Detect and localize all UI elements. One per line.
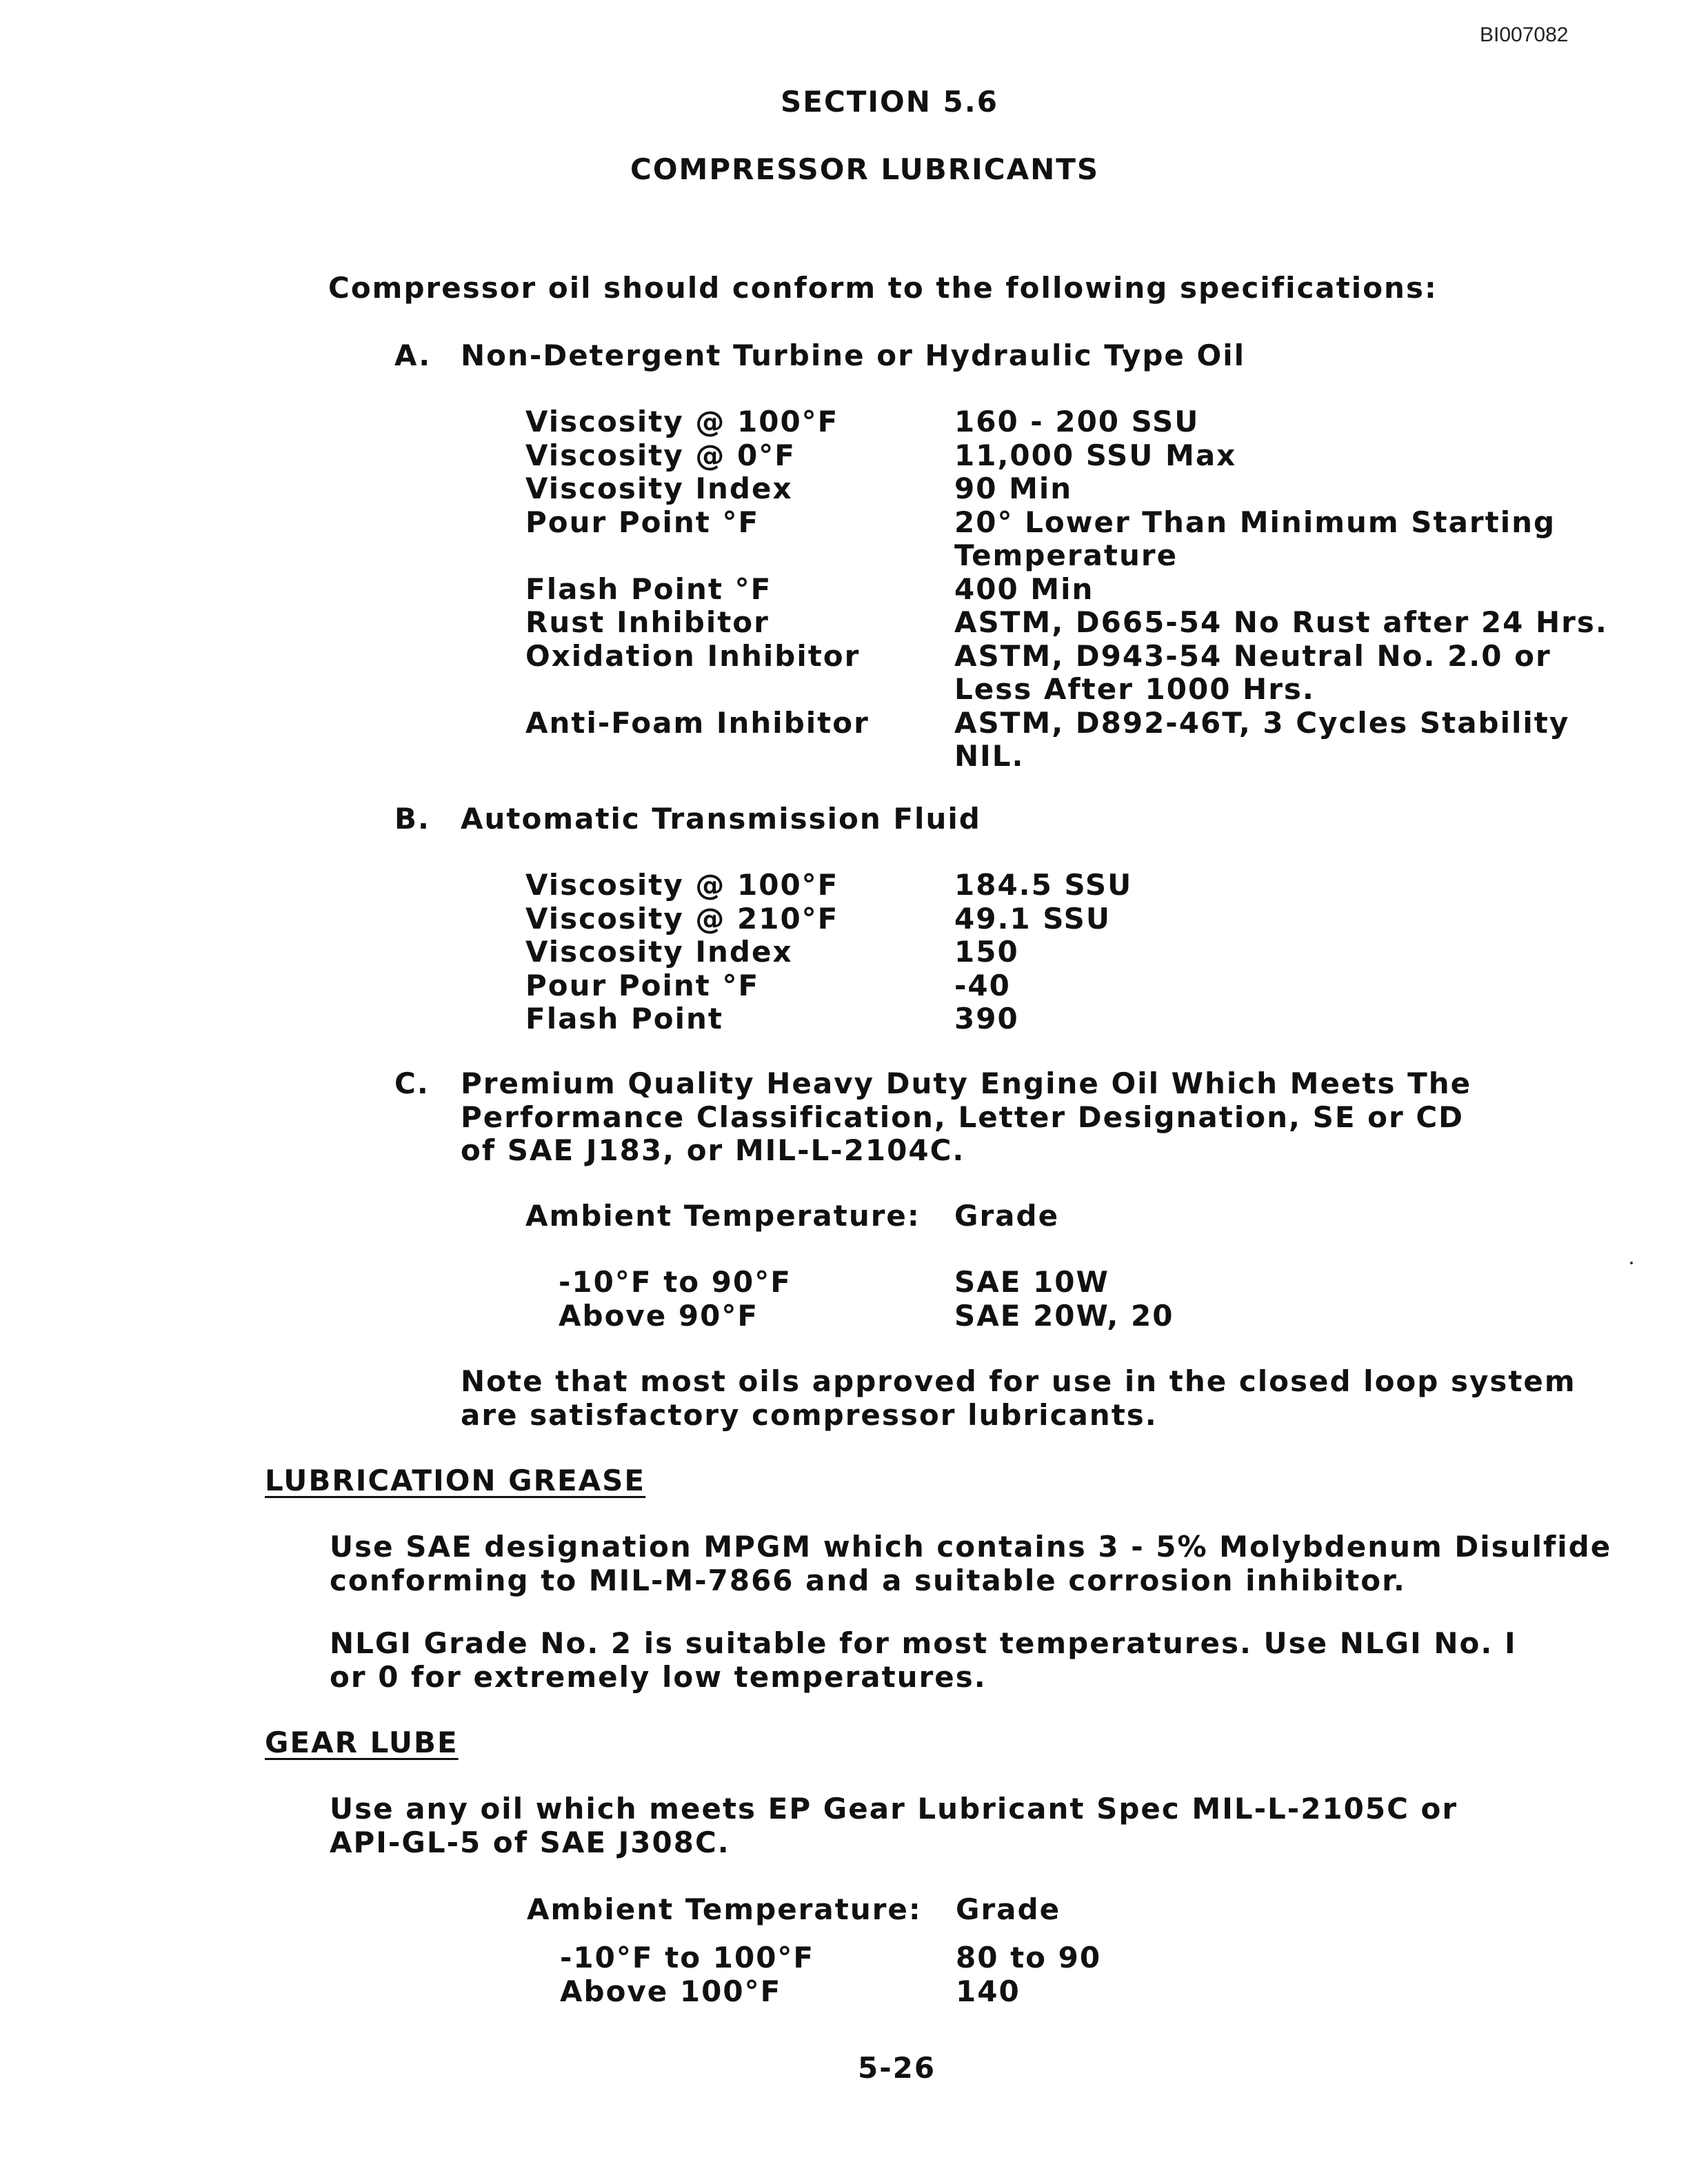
spec-value: 390	[954, 1002, 1019, 1035]
spec-row	[525, 573, 1608, 607]
item-marker-c: C.	[394, 1066, 430, 1100]
grade-header-row	[527, 1893, 1061, 1927]
spec-row	[525, 707, 1608, 774]
spec-value: 90 Min	[954, 472, 1073, 505]
grade-row	[559, 1300, 1174, 1333]
item-marker-b: B.	[394, 802, 430, 836]
spec-value: 400 Min	[954, 572, 1094, 606]
spec-label: Flash Point °F	[525, 572, 772, 606]
spec-value: -40	[954, 968, 1011, 1002]
spec-value: 160 - 200 SSU	[954, 405, 1200, 438]
grade-row	[559, 1266, 1174, 1300]
intro-text: Compressor oil should conform to the following specifications:	[328, 271, 1438, 305]
oil-c-title: Premium Quality Heavy Duty Engine Oil Which Meets The Performance Classification, Letter Designation, SE or CD of SAE J183, or MIL-L-2104C.	[461, 1066, 1472, 1167]
spec-label: Viscosity @ 0°F	[525, 438, 796, 472]
temperature-range: -10°F to 90°F	[559, 1265, 792, 1299]
temperature-range: -10°F to 100°F	[560, 1941, 815, 1974]
spec-value: ASTM, D892-46T, 3 Cycles Stability NIL.	[954, 705, 1570, 773]
gear-paragraph: Use any oil which meets EP Gear Lubricant Spec MIL-L-2105C or API-GL-5 of SAE J308C.	[330, 1792, 1458, 1859]
grade-value: 140	[956, 1974, 1021, 2008]
spec-row	[525, 606, 1608, 640]
spec-label: Pour Point °F	[525, 968, 760, 1002]
spec-label: Viscosity @ 100°F	[525, 868, 839, 902]
spec-row	[525, 640, 1608, 707]
temperature-range: Above 90°F	[559, 1298, 759, 1333]
page-number: 5-26	[858, 2051, 936, 2085]
spec-label: Anti-Foam Inhibitor	[525, 705, 870, 740]
spec-label: Viscosity @ 210°F	[525, 901, 839, 936]
grade-label: Grade	[956, 1892, 1061, 1926]
spec-label: Viscosity @ 100°F	[525, 405, 839, 438]
spec-label: Rust Inhibitor	[525, 605, 770, 639]
spec-value: 20° Lower Than Minimum Starting Temperature	[954, 505, 1556, 572]
document-id: BI007082	[1480, 23, 1569, 46]
spec-value: 11,000 SSU Max	[954, 438, 1237, 472]
grade-value: SAE 20W, 20	[954, 1298, 1174, 1333]
ambient-temperature-label: Ambient Temperature:	[525, 1199, 921, 1233]
spec-row	[525, 506, 1608, 573]
item-marker-a: A.	[394, 338, 432, 372]
section-title: COMPRESSOR LUBRICANTS	[630, 152, 1100, 186]
temperature-range: Above 100°F	[560, 1974, 782, 2008]
oil-b-title: Automatic Transmission Fluid	[461, 802, 981, 836]
grade-row	[560, 1975, 1101, 2009]
gear-lube-heading: GEAR LUBE	[265, 1726, 459, 1759]
section-number: SECTION 5.6	[781, 85, 998, 119]
spec-row	[525, 936, 1132, 969]
spec-row	[525, 969, 1132, 1003]
scan-speck	[1630, 1262, 1633, 1264]
spec-value: 150	[954, 935, 1019, 969]
gear-grade-table	[560, 1941, 1101, 2008]
oil-b-spec-table	[525, 869, 1132, 1036]
spec-row	[525, 902, 1132, 936]
oil-c-grade-table	[559, 1266, 1174, 1333]
lubrication-grease-heading: LUBRICATION GREASE	[265, 1464, 646, 1497]
spec-row	[525, 405, 1608, 439]
spec-row	[525, 869, 1132, 902]
grade-value: 80 to 90	[956, 1941, 1102, 1974]
oil-c-note: Note that most oils approved for use in the closed loop system are satisfactory compressor lubricants.	[461, 1364, 1576, 1432]
spec-value: ASTM, D943-54 Neutral No. 2.0 or Less After 1000 Hrs.	[954, 638, 1551, 706]
spec-row	[525, 1002, 1132, 1036]
oil-c-grade-header	[525, 1200, 1059, 1233]
grade-label: Grade	[954, 1199, 1060, 1233]
spec-label: Viscosity Index	[525, 472, 793, 505]
grade-value: SAE 10W	[954, 1265, 1109, 1299]
spec-value: 184.5 SSU	[954, 868, 1133, 902]
oil-a-spec-table	[525, 405, 1608, 774]
grease-paragraph-1: Use SAE designation MPGM which contains 3 - 5% Molybdenum Disulfide conforming to MIL-M-7866 and a suitable corrosion inhibitor.	[330, 1530, 1612, 1597]
spec-row	[525, 439, 1608, 473]
spec-row	[525, 472, 1608, 506]
spec-label: Oxidation Inhibitor	[525, 638, 861, 673]
grade-header-row	[525, 1200, 1059, 1233]
spec-label: Viscosity Index	[525, 935, 793, 969]
spec-label: Pour Point °F	[525, 505, 760, 539]
grade-row	[560, 1941, 1101, 1975]
spec-label: Flash Point	[525, 1002, 723, 1035]
spec-value: 49.1 SSU	[954, 901, 1111, 936]
spec-value: ASTM, D665-54 No Rust after 24 Hrs.	[954, 605, 1608, 639]
gear-grade-header	[527, 1893, 1061, 1927]
oil-a-title: Non-Detergent Turbine or Hydraulic Type Oil	[461, 338, 1245, 372]
grease-paragraph-2: NLGI Grade No. 2 is suitable for most temperatures. Use NLGI No. I or 0 for extremely low temperatures.	[330, 1626, 1517, 1694]
ambient-temperature-label: Ambient Temperature:	[527, 1892, 922, 1926]
